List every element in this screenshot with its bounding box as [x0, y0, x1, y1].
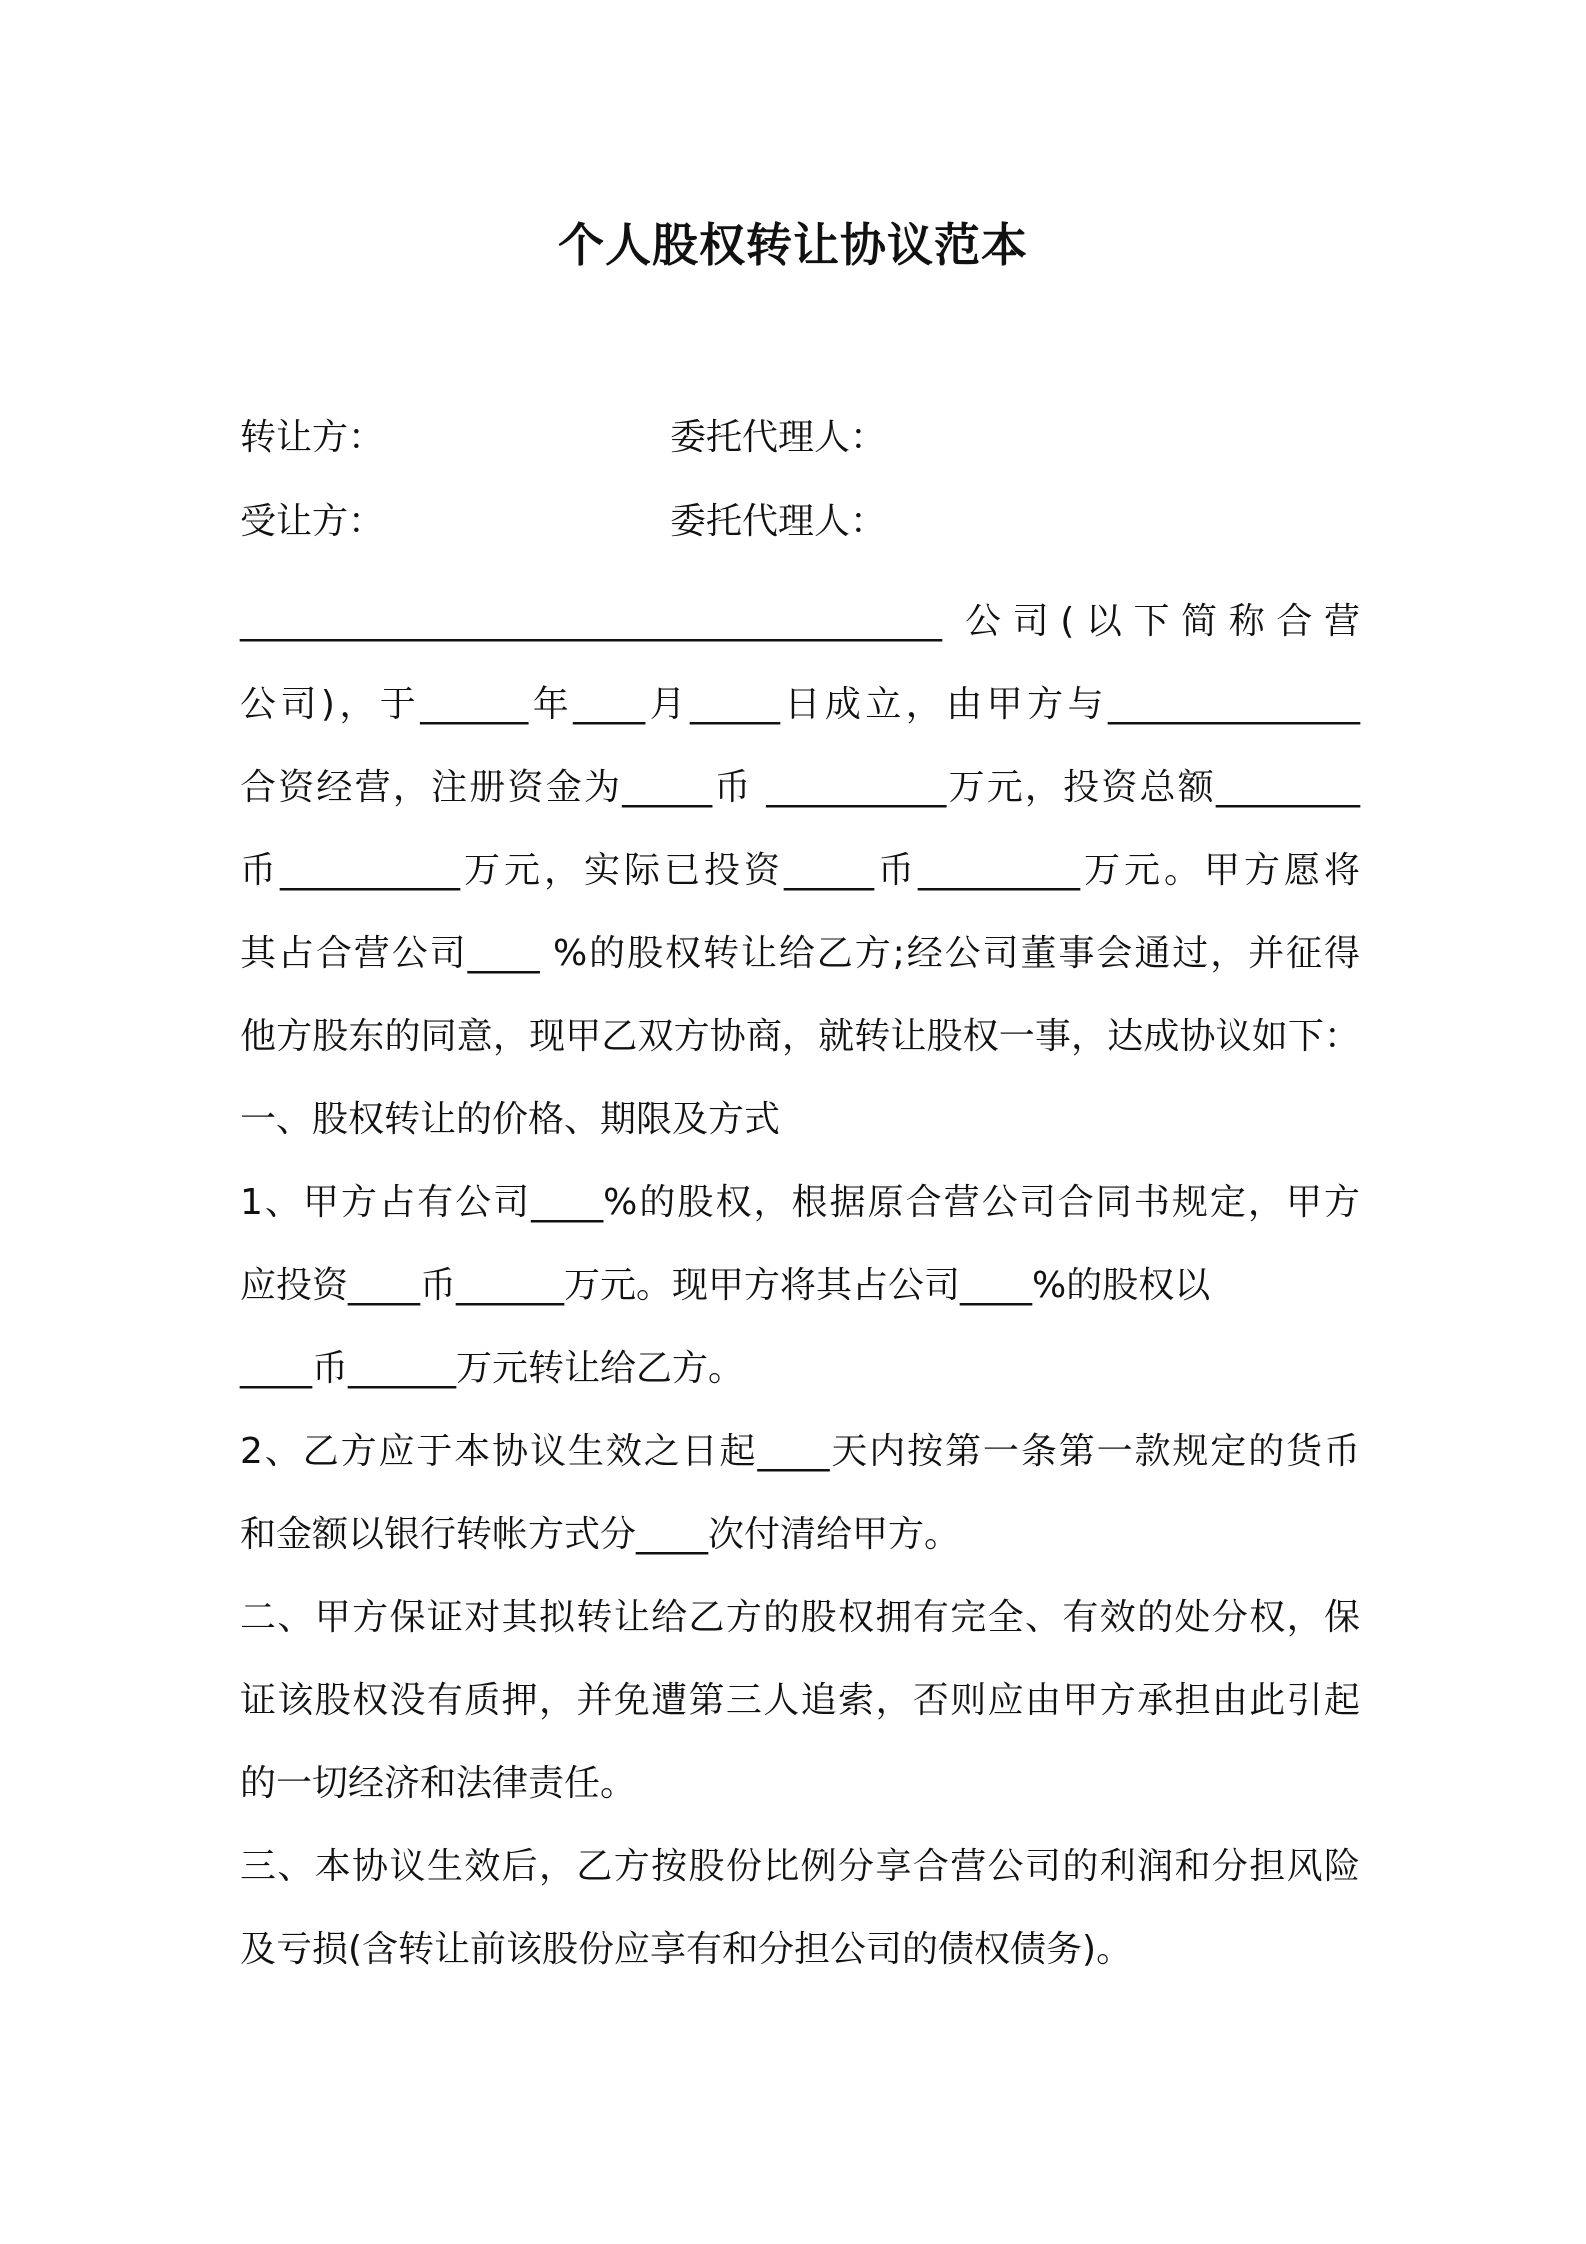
- text-line: 2、乙方应于本协议生效之日起____天内按第一条第一款规定的货币: [240, 1431, 1360, 1472]
- text-line: 其占合营公司____ %的股权转让给乙方;经公司董事会通过，并征得: [240, 933, 1360, 974]
- section-heading: 一、股权转让的价格、期限及方式: [240, 1099, 781, 1140]
- text-line: 和金额以银行转帐方式分____次付清给甲方。: [240, 1514, 961, 1555]
- section-heading: 二、甲方保证对其拟转让给乙方的股权拥有完全、有效的处分权，保: [240, 1597, 1360, 1638]
- transferor-agent-label: 委托代理人：: [670, 417, 887, 458]
- text-line: 应投资____币______万元。现甲方将其占公司____%的股权以: [240, 1265, 1211, 1306]
- text-line: 的一切经济和法律责任。: [240, 1763, 637, 1804]
- transferor-row: [240, 408, 887, 468]
- text-line: 1、甲方占有公司____%的股权，根据原合营公司合同书规定，甲方: [240, 1182, 1360, 1223]
- document-title: 个人股权转让协议范本: [558, 218, 1028, 272]
- text-line: 及亏损(含转让前该股份应享有和分担公司的债权债务)。: [240, 1929, 1133, 1970]
- text-line: 合资经营，注册资金为_____币 __________万元，投资总额________: [240, 767, 1360, 808]
- transferee-agent-label: 委托代理人：: [670, 501, 887, 542]
- transferee-label: 受让方：: [240, 501, 385, 542]
- section-heading: 三、本协议生效后，乙方按股份比例分享合营公司的利润和分担风险: [240, 1846, 1360, 1887]
- text-line: 证该股权没有质押，并免遭第三人追索，否则应由甲方承担由此引起: [240, 1680, 1360, 1721]
- transferor-label: 转让方：: [240, 417, 385, 458]
- text-line: 公司)，于______年____月_____日成立，由甲方与______________: [240, 684, 1360, 725]
- text-line: ____币______万元转让给乙方。: [240, 1348, 745, 1389]
- text-line: 他方股东的同意，现甲乙双方协商，就转让股权一事，达成协议如下：: [240, 1016, 1360, 1057]
- agreement-body: [240, 580, 1360, 1991]
- text-line: 币__________万元，实际已投资_____币_________万元。甲方愿将: [240, 850, 1360, 891]
- transferee-row: [240, 492, 887, 552]
- text-line: _______________________________________ 公司(以下简称合营: [240, 601, 1360, 642]
